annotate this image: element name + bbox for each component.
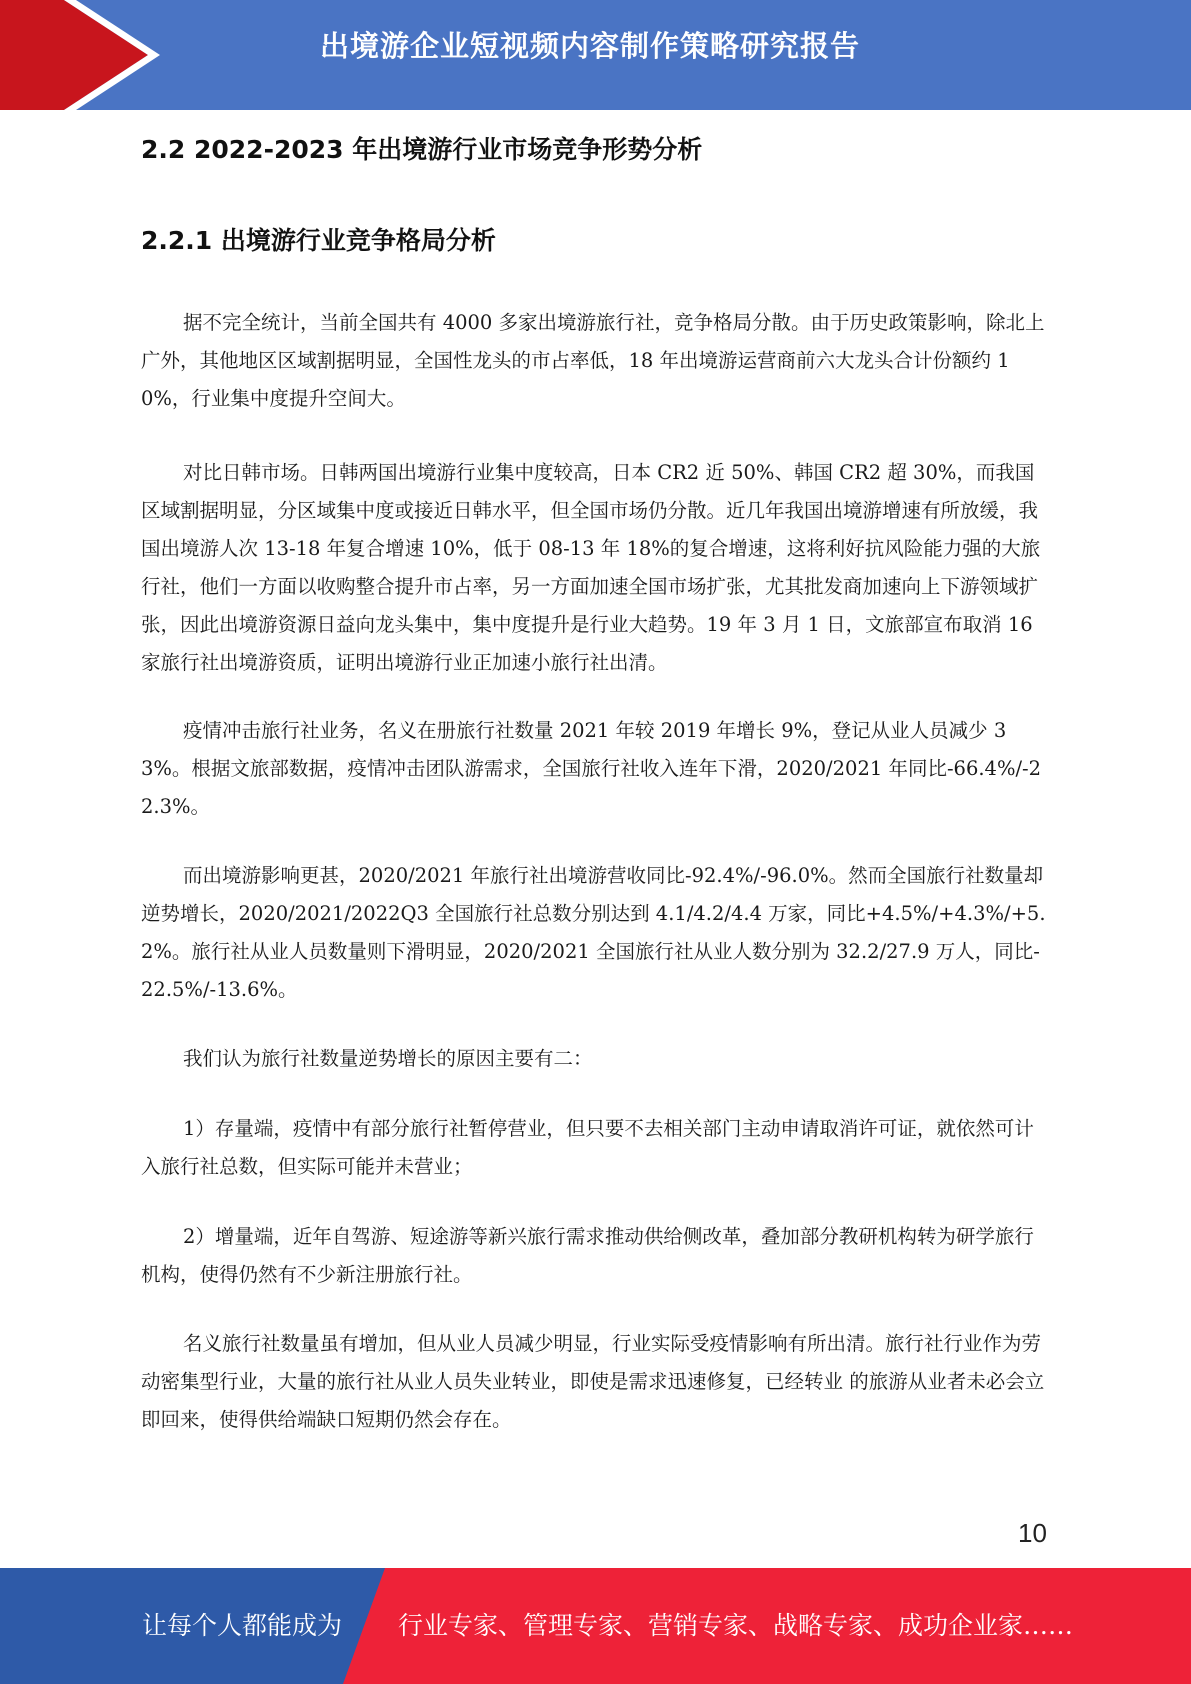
body-paragraph: 2）增量端，近年自驾游、短途游等新兴旅行需求推动供给侧改革，叠加部分教研机构转为研学旅行机构，使得仍然有不少新注册旅行社。 xyxy=(141,1225,1034,1286)
page-number: 10 xyxy=(1018,1518,1047,1548)
body-paragraph: 对比日韩市场。日韩两国出境游行业集中度较高，日本 CR2 近 50%、韩国 CR2 超 30%，而我国区域割据明显，分区域集中度或接近日韩水平，但全国市场仍分散。近几年我国出境游增速有所放缓，我国出境游人次 13-18 年复合增速 10%，低于 08-13 年 18%的复合增速，这将利好抗风险能力强的大旅行社，他们一方面以收购整合提升市占率，另一方面加速全国市场扩张，尤其批发商加速向上下游领域扩张，因此出境游资源日益向龙头集中，集中度提升是行业大趋势。19 年 3 月 1 日，文旅部宣布取消 16 家旅行社出境游资质，证明出境游行业正加速小旅行社出清。 xyxy=(141,461,1041,674)
footer-banner xyxy=(0,1568,1191,1684)
body-paragraph: 疫情冲击旅行社业务，名义在册旅行社数量 2021 年较 2019 年增长 9%，登记从业人员减少 33%。根据文旅部数据，疫情冲击团队游需求，全国旅行社收入连年下滑，2020/2021 年同比-66.4%/-22.3%。 xyxy=(141,719,1042,818)
footer-slogan-right: 行业专家、管理专家、营销专家、战略专家、成功企业家…… xyxy=(398,1611,1074,1640)
section-heading: 2.2 2022-2023 年出境游行业市场竞争形势分析 xyxy=(141,135,703,164)
report-title: 出境游企业短视频内容制作策略研究报告 xyxy=(320,29,861,63)
footer-slogan-left: 让每个人都能成为 xyxy=(142,1611,343,1640)
header-banner xyxy=(0,0,1191,110)
body-paragraph: 1）存量端，疫情中有部分旅行社暂停营业，但只要不去相关部门主动申请取消许可证，就依然可计入旅行社总数，但实际可能并未营业； xyxy=(141,1117,1034,1178)
body-paragraph: 名义旅行社数量虽有增加，但从业人员减少明显，行业实际受疫情影响有所出清。旅行社行业作为劳动密集型行业，大量的旅行社从业人员失业转业，即使是需求迅速修复，已经转业 的旅游从业者未必会立即回来，使得供给端缺口短期仍然会存在。 xyxy=(141,1332,1045,1431)
subsection-heading: 2.2.1 出境游行业竞争格局分析 xyxy=(141,226,496,255)
body-paragraph: 而出境游影响更甚，2020/2021 年旅行社出境游营收同比-92.4%/-96.0%。然而全国旅行社数量却逆势增长，2020/2021/2022Q3 全国旅行社总数分别达到 4.1/4.2/4.4 万家，同比+4.5%/+4.3%/+5.2%。旅行社从业人员数量则下滑明显，2020/2021 全国旅行社从业人数分别为 32.2/27.9 万人，同比-22.5%/-13.6%。 xyxy=(141,864,1046,1001)
red-chevron-decoration xyxy=(0,0,160,110)
body-paragraph: 据不完全统计，当前全国共有 4000 多家出境游旅行社，竞争格局分散。由于历史政策影响，除北上广外，其他地区区域割据明显，全国性龙头的市占率低，18 年出境游运营商前六大龙头合计份额约 10%，行业集中度提升空间大。 xyxy=(141,311,1045,410)
body-paragraph: 我们认为旅行社数量逆势增长的原因主要有二： xyxy=(183,1047,593,1070)
